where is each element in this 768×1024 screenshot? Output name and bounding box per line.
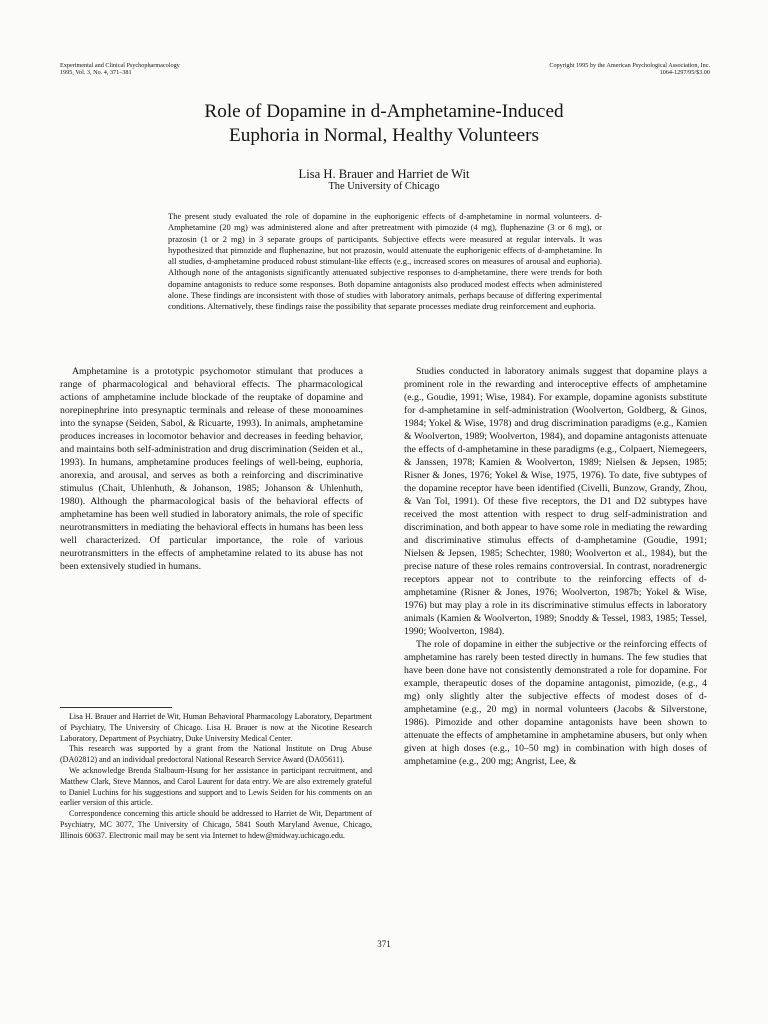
footnote-acknowledgments: We acknowledge Brenda Stalbaum-Hsung for her assistance in participant recruitment, and Matthew Clark, Steve Mannos, and Carol Laurent for data entry. We are also extremely grateful to Daniel Luchins for his suggestions and support and to Lewis Seiden for his comments on an earlier version of this article. <box>60 765 372 808</box>
intro-paragraph-1: Amphetamine is a prototypic psychomotor stimulant that produces a range of pharmacological and behavioral effects. The pharmacological actions of amphetamine include blockade of the reuptake of dopamine and norepinephrine into presynaptic terminals and release of these monoamines into the synapse (Seiden, Sabol, & Ricuarte, 1993). In animals, amphetamine produces increases in locomotor behavior and decreases in feeding behavior, and maintains both self-administration and drug discrimination (Seiden et al., 1993). In humans, amphetamine produces feelings of well-being, euphoria, anorexia, and arousal, and serves as both a reinforcing and discriminative stimulus (Chait, Uhlenhuth, & Johanson, 1985; Johanson & Uhlenhuth, 1980). Although the pharmacological basis of the behavioral effects of amphetamine has been well studied in laboratory animals, the role of specific neurotransmitters in mediating the behavioral effects in humans has been less well characterized. Of particular importance, the role of various neurotransmitters in the effects of amphetamine related to its abuse has not been extensively studied in humans. <box>60 366 363 572</box>
footnote-funding: This research was supported by a grant from the National Institute on Drug Abuse (DA02812) and an individual predoctoral National Research Service Award (DA05611). <box>60 744 372 765</box>
page-number: 371 <box>377 939 391 949</box>
body-column-left <box>60 365 363 573</box>
article-title <box>0 100 768 148</box>
body-column-right <box>404 365 707 768</box>
journal-name: Experimental and Clinical Psychopharmacology <box>60 62 180 69</box>
copyright-line: Copyright 1995 by the American Psychological Association, Inc. <box>549 62 710 69</box>
intro-paragraph-2: Studies conducted in laboratory animals suggest that dopamine plays a prominent role in the rewarding and interoceptive effects of amphetamine (e.g., Goudie, 1991; Wise, 1984). For example, dopamine agonists substitute for d-amphetamine in self-administration (Woolverton, Goldberg, & Ginos, 1984; Yokel & Wise, 1978) and drug discrimination paradigms (e.g., Kamien & Woolverton, 1989; Woolverton, 1984), and dopamine antagonists attenuate the effects of d-amphetamine in these paradigms (e.g., Colpaert, Niemegeers, & Janssen, 1978; Kamien & Woolverton, 1989; Nielsen & Jepsen, 1985; Risner & Jones, 1976; Yokel & Wise, 1975, 1976). To date, five subtypes of the dopamine receptor have been identified (Civelli, Bunzow, Grandy, Zhou, & Van Tol, 1991). Of these five receptors, the D1 and D2 subtypes have received the most attention with respect to drug self-administration and discrimination, and both appear to have some role in mediating the rewarding and discriminative stimulus effects of d-amphetamine (Goudie, 1991; Nielsen & Jepsen, 1985; Schechter, 1980; Woolverton et al., 1984), but the precise nature of these roles remains controversial. In contrast, noradrenergic receptors appear not to contribute to the reinforcing effects of d-amphetamine (Risner & Jones, 1976; Woolverton, 1987b; Yokel & Wise, 1976) but may play a role in its discriminative stimulus effects in laboratory animals (Kamien & Woolverton, 1989; Snoddy & Tessel, 1983, 1985; Tessel, 1990; Woolverton, 1984). <box>404 366 707 637</box>
title-line-2: Euphoria in Normal, Healthy Volunteers <box>229 125 539 146</box>
footnote-correspondence: Correspondence concerning this article should be addressed to Harriet de Wit, Department of Psychiatry, MC 3077, The University of Chicago, 5841 South Maryland Avenue, Chicago, Illinois 60637. Electronic mail may be sent via Internet to hdew@midway.uchicago.edu. <box>60 809 372 840</box>
title-line-1: Role of Dopamine in d-Amphetamine-Induced <box>204 101 564 122</box>
footnote-affiliations: Lisa H. Brauer and Harriet de Wit, Human Behavioral Pharmacology Laboratory, Department of Psychiatry, The University of Chicago. Lisa H. Brauer is now at the Nicotine Research Laboratory, Department of Psychiatry, Duke University Medical Center. <box>60 712 372 743</box>
copyright-notice <box>549 62 710 77</box>
journal-volume: 1995, Vol. 3, No. 4, 371–381 <box>60 69 132 77</box>
authors: Lisa H. Brauer and Harriet de Wit <box>298 167 470 181</box>
abstract: The present study evaluated the role of dopamine in the euphorigenic effects of d-amphetamine in normal volunteers. d-Amphetamine (20 mg) was administered alone and after pretreatment with pimozide (4 mg), fluphenazine (3 or 6 mg), or prazosin (1 or 2 mg) in 3 separate groups of participants. Subjective effects were measured at regular intervals. It was hypothesized that pimozide and fluphenazine, but not prazosin, would attenuate the euphorigenic effects of d-amphetamine. In all studies, d-amphetamine produced robust stimulant-like effects (e.g., increased scores on measures of arousal and euphoria). Although none of the antagonists significantly attenuated subjective responses to d-amphetamine, there were trends for both dopamine antagonists to reduce some responses. Both dopamine antagonists also produced modest effects when administered alone. These findings are inconsistent with those of studies with laboratory animals, perhaps because of differing experimental conditions. Alternatively, these findings raise the possibility that separate processes mediate drug reinforcement and euphoria. <box>168 211 602 312</box>
journal-citation <box>60 62 180 77</box>
affiliation: The University of Chicago <box>328 181 440 192</box>
author-footnote <box>60 712 372 842</box>
footnote-divider <box>60 707 172 708</box>
issn-line: 1064-1297/95/$3.00 <box>659 69 710 77</box>
intro-paragraph-3: The role of dopamine in either the subjective or the reinforcing effects of amphetamine has rarely been tested directly in humans. The few studies that have been done have not consistently demonstrated a role for dopamine. For example, therapeutic doses of the dopamine antagonist, pimozide, (e.g., 4 mg) only slightly alter the subjective effects of modest doses of d-amphetamine (e.g., 20 mg) in normal volunteers (Jacobs & Silverstone, 1986). Pimozide and other dopamine antagonists have been shown to attenuate the effects of amphetamine in amphetamine abusers, but only when given at high doses (e.g., 10–50 mg) in combination with high doses of amphetamine (e.g., 200 mg; Angrist, Lee, & <box>404 639 707 767</box>
